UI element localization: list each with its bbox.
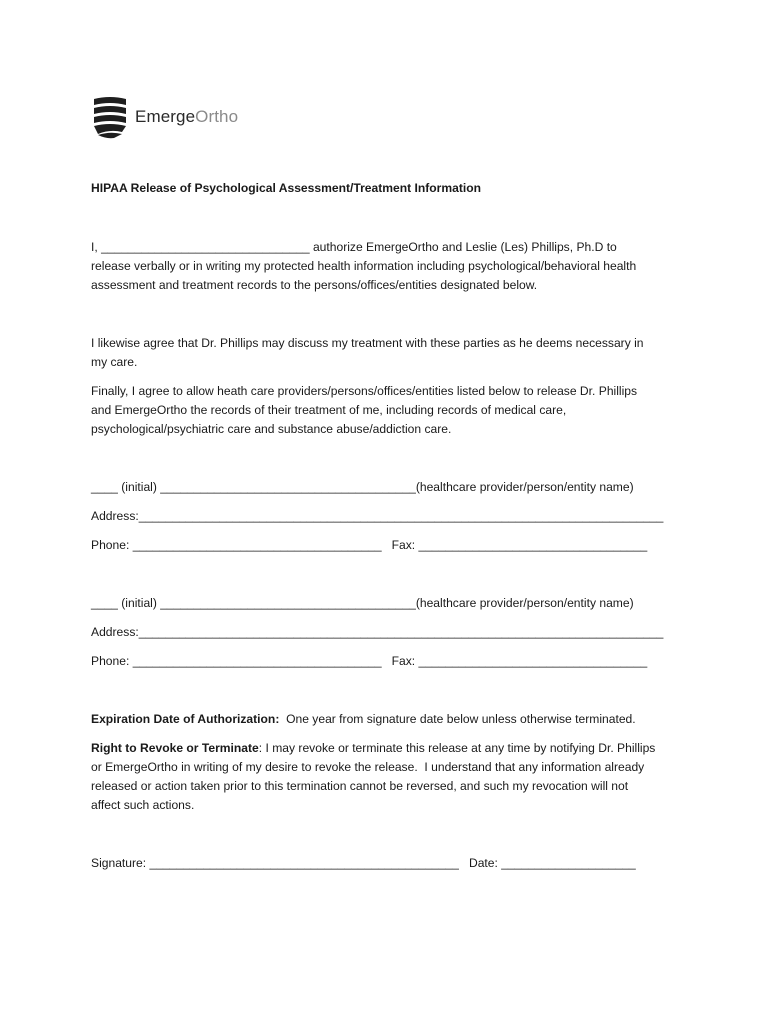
finally-line-2: and EmergeOrtho the records of their treatment of me, including records of medical care, (91, 403, 567, 417)
discuss-line-2: my care. (91, 355, 138, 369)
expiration-label: Expiration Date of Authorization: (91, 712, 280, 726)
expiration-statement (91, 710, 636, 729)
finally-line-1: Finally, I agree to allow heath care providers/persons/offices/entities listed below to release Dr. Phillips (91, 384, 638, 398)
revoke-label: Right to Revoke or Terminate (91, 741, 259, 755)
finally-line-3: psychological/psychiatric care and substance abuse/addiction care. (91, 422, 452, 436)
revoke-line-2: or EmergeOrtho in writing of my desire to revoke the release. I understand that any information already (91, 760, 645, 774)
emergeortho-logo (92, 95, 238, 139)
entry-1-phone-fax-field[interactable]: Phone: _____________________________________ Fax: __________________________________ (91, 538, 648, 552)
signature-date-field[interactable]: Signature: ______________________________________________ Date: ____________________ (91, 856, 636, 870)
entry-2-phone-fax-field[interactable]: Phone: _____________________________________ Fax: __________________________________ (91, 654, 648, 668)
entry-2-address-field[interactable]: Address:______________________________________________________________________________ (91, 625, 664, 639)
revoke-line-4: affect such actions. (91, 798, 195, 812)
entry-2-initial-provider-field[interactable]: ____ (initial) ______________________________________(healthcare provider/person/entity name) (91, 596, 634, 610)
expiration-text: One year from signature date below unless otherwise terminated. (279, 712, 636, 726)
logo-brand-secondary: Ortho (195, 107, 239, 126)
logo-brand-primary: Emerge (135, 107, 196, 126)
authorization-line-1[interactable]: I, _______________________________ authorize EmergeOrtho and Leslie (Les) Phillips, Ph.D to (91, 240, 617, 254)
revoke-text-1: : I may revoke or terminate this release at any time by notifying Dr. Phillips (258, 741, 656, 755)
authorization-line-3: assessment and treatment records to the persons/offices/entities designated below. (91, 278, 538, 292)
authorization-line-2: release verbally or in writing my protected health information including psychological/behavioral health (91, 259, 637, 273)
logo-wordmark (135, 107, 238, 127)
entry-1-initial-provider-field[interactable]: ____ (initial) ______________________________________(healthcare provider/person/entity name) (91, 480, 634, 494)
revoke-line-1 (91, 739, 655, 758)
form-title: HIPAA Release of Psychological Assessment/Treatment Information (91, 181, 482, 195)
entry-1-address-field[interactable]: Address:______________________________________________________________________________ (91, 509, 664, 523)
revoke-line-3: released or action taken prior to this termination cannot be reversed, and such my revocation will not (91, 779, 629, 793)
discuss-line-1: I likewise agree that Dr. Phillips may discuss my treatment with these parties as he deems necessary in (91, 336, 644, 350)
emergeortho-logo-mark-icon (92, 95, 132, 139)
